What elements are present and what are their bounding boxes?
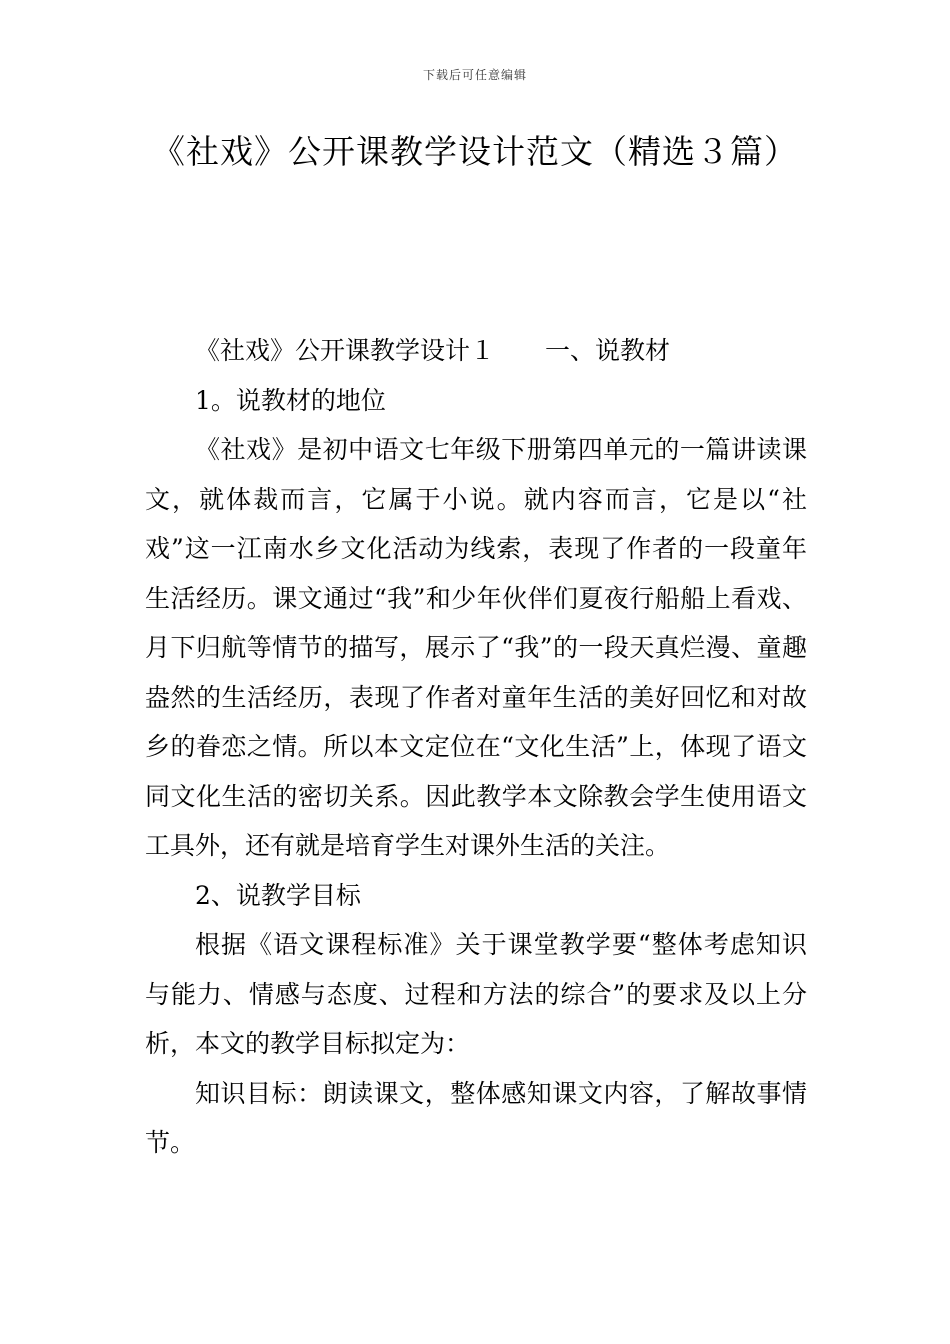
paragraph: 知识目标：朗读课文，整体感知课文内容，了解故事情节。 [145, 1078, 807, 1157]
section-heading-line [145, 326, 807, 376]
section-subheading: 一、说教材 [545, 336, 671, 365]
paragraph: 1。说教材的地位 [195, 385, 386, 415]
section-heading: 《社戏》公开课教学设计１ [195, 336, 496, 365]
document-body [145, 326, 807, 1168]
paragraph: 2、说教学目标 [195, 880, 361, 910]
paragraph: 《社戏》是初中语文七年级下册第四单元的一篇讲读课文，就体裁而言，它属于小说。就内容而言，它是以“社戏”这一江南水乡文化活动为线索，表现了作者的一段童年生活经历。课文通过“我”和少年伙伴们夏夜行船船上看戏、月下归航等情节的描写，展示了“我”的一段天真烂漫、童趣盎然的生活经历，表现了作者对童年生活的美好回忆和对故乡的眷恋之情。所以本文定位在“文化生活”上，体现了语文同文化生活的密切关系。因此教学本文除教会学生使用语文工具外，还有就是培育学生对课外生活的关注。 [145, 435, 807, 860]
paragraph: 根据《语文课程标准》关于课堂教学要“整体考虑知识与能力、情感与态度、过程和方法的综合”的要求及以上分析，本文的教学目标拟定为： [145, 930, 807, 1058]
document-title: 《社戏》公开课教学设计范文（精选３篇） [152, 132, 798, 171]
download-note: 下载后可任意编辑 [422, 68, 527, 82]
